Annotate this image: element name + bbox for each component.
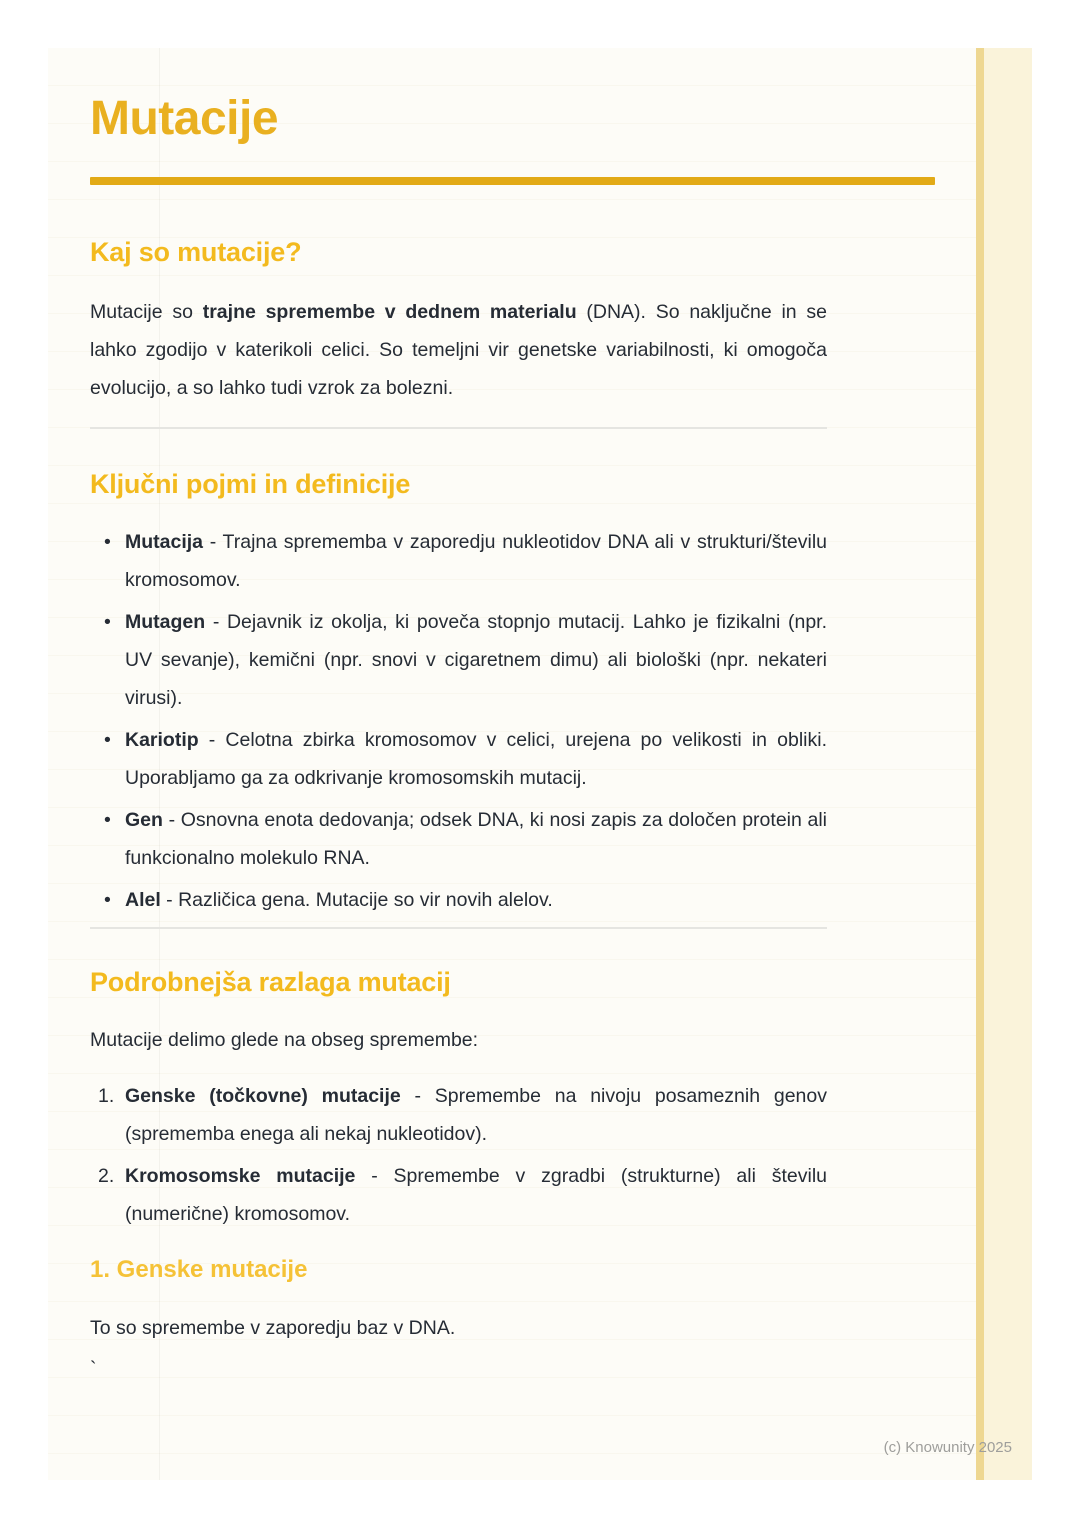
list-item-kariotip — [90, 721, 827, 797]
genske-mutacije-paragraph: To so spremembe v zaporedju baz v DNA. — [90, 1317, 456, 1339]
stray-backtick-character: ` — [90, 1358, 97, 1380]
document-page — [48, 48, 1032, 1480]
intro-paragraph — [90, 293, 827, 407]
term-definition: - Različica gena. Mutacije so vir novih alelov. — [160, 889, 553, 911]
list-item-kromosomske-mutacije — [90, 1157, 827, 1233]
subsection-heading-genske-mutacije: 1. Genske mutacije — [90, 1256, 308, 1283]
list-item-gen — [90, 801, 827, 877]
list-item-mutagen — [90, 603, 827, 717]
list-item-alel — [90, 881, 827, 919]
list-item-mutacija — [90, 523, 827, 599]
section-heading-detailed: Podrobnejša razlaga mutacij — [90, 967, 451, 997]
list-item-genske-mutacije — [90, 1077, 827, 1153]
term-definition: - Spremembe v zgradbi (strukturne) ali številu (numerične) kromosomov. — [125, 1165, 828, 1225]
page-title: Mutacije — [90, 92, 279, 145]
intro-text-rest: (DNA). So naključne in se lahko zgodijo v katerikoli celici. So temeljni vir genetske variabilnosti, ki omogoča evolucijo, a so lahko tudi vzrok za bolezni. — [90, 301, 827, 399]
intro-text-bold: trajne spremembe v dednem materialu — [202, 301, 577, 323]
section-heading-intro: Kaj so mutacije? — [90, 237, 302, 267]
term-label: Genske (točkovne) mutacije — [125, 1085, 401, 1107]
list-number: 2. — [98, 1165, 115, 1187]
term-label: Gen — [125, 809, 163, 831]
section-divider — [90, 427, 827, 429]
detailed-lead-paragraph: Mutacije delimo glede na obseg spremembe: — [90, 1029, 479, 1051]
term-definition: - Spremembe na nivoju posameznih genov (sprememba enega ali nekaj nukleotidov). — [125, 1085, 827, 1145]
term-label: Kromosomske mutacije — [125, 1165, 356, 1187]
term-definition: - Osnovna enota dedovanja; odsek DNA, ki nosi zapis za določen protein ali funkcionalno molekulo RNA. — [125, 809, 827, 869]
list-number: 1. — [98, 1085, 115, 1107]
mutation-types-list — [90, 1077, 827, 1233]
term-label: Alel — [125, 889, 161, 911]
term-definition: - Trajna sprememba v zaporedju nukleotidov DNA ali v strukturi/številu kromosomov. — [125, 531, 827, 591]
title-underline-rule — [90, 177, 935, 185]
term-label: Mutagen — [125, 611, 206, 633]
document-content — [48, 48, 1032, 1379]
key-terms-list — [90, 523, 827, 919]
copyright-watermark: (c) Knowunity 2025 — [883, 1439, 1012, 1456]
term-definition: - Celotna zbirka kromosomov v celici, urejena po velikosti in obliki. Uporabljamo ga za odkrivanje kromosomskih mutacij. — [125, 729, 827, 789]
intro-text-prefix: Mutacije so — [90, 301, 203, 323]
term-label: Mutacija — [125, 531, 204, 553]
term-label: Kariotip — [125, 729, 199, 751]
section-divider — [90, 927, 827, 929]
term-definition: - Dejavnik iz okolja, ki poveča stopnjo mutacij. Lahko je fizikalni (npr. UV sevanje), kemični (npr. snovi v cigaretnem dimu) ali biološki (npr. nekateri virusi). — [125, 611, 827, 709]
section-heading-key-terms: Ključni pojmi in definicije — [90, 469, 411, 499]
